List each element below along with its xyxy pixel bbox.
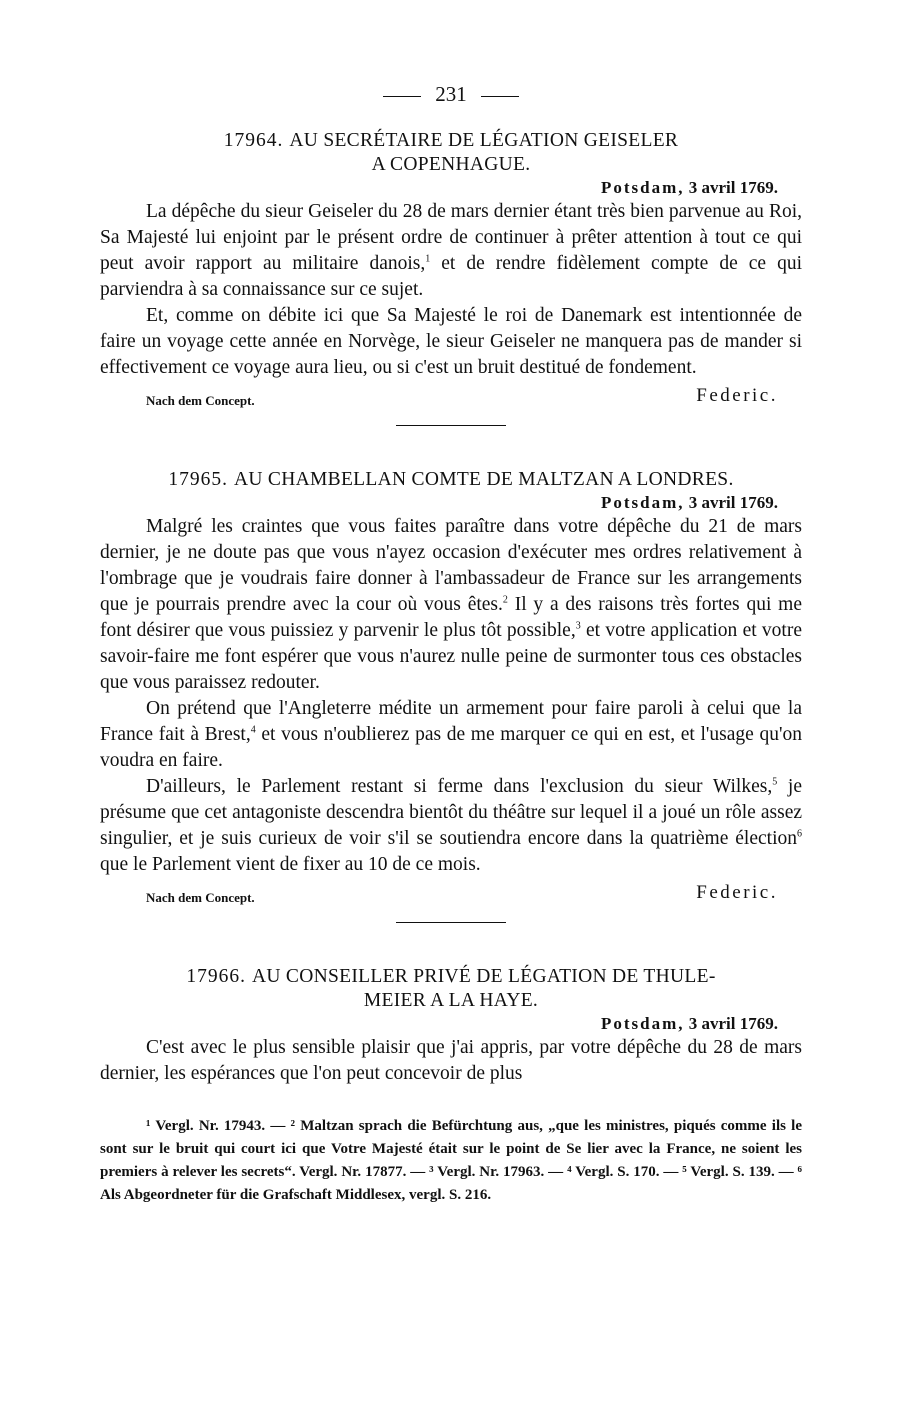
dateline-date: 3 avril 1769. bbox=[688, 178, 778, 197]
dash-left bbox=[383, 96, 421, 97]
paragraph-text: Et, comme on débite ici que Sa Majesté le roi de Danemark est intentionnée de faire un voyage cette année en Norvège, le sieur Geiseler ne manquera pas de mander si effectivement ce voyage aura lieu, ou si c'est un bruit destitué de fondement. bbox=[100, 305, 802, 378]
paragraph-text: D'ailleurs, le Parlement restant si ferme dans l'exclusion du sieur Wilkes, bbox=[146, 776, 773, 797]
letter-heading bbox=[100, 965, 802, 1013]
dash-right bbox=[481, 96, 519, 97]
body-paragraph bbox=[100, 199, 802, 303]
paragraph-text: C'est avec le plus sensible plaisir que j'ai appris, par votre dépêche du 28 de mars dernier, les espérances que l'on peut concevoir de plus bbox=[100, 1037, 802, 1084]
footnote-ref: 1 bbox=[425, 253, 431, 265]
dateline-place: Potsdam, bbox=[600, 178, 685, 197]
closing-row bbox=[100, 880, 802, 908]
footnote-ref: 4 bbox=[250, 724, 256, 736]
section-rule bbox=[396, 425, 506, 426]
body-paragraph bbox=[100, 303, 802, 381]
heading-line1: AU CONSEILLER PRIVÉ DE LÉGATION DE THULE- bbox=[251, 966, 716, 987]
dateline bbox=[100, 492, 778, 514]
paragraph-text: Malgré les craintes que vous faites paraître dans votre dépêche du 21 de mars dernier, je ne doute pas que vous n'ayez occasion d'exécuter mes ordres relativement à l'ombrage que je voudrais faire donner à l'ambassadeur de France sur les arrangements que je pourrais prendre avec la cour où vous êtes. bbox=[100, 516, 802, 615]
dateline-date: 3 avril 1769. bbox=[688, 493, 778, 512]
letter-number: 17965. bbox=[168, 469, 228, 490]
paragraph-text: La dépêche du sieur Geiseler du 28 de mars dernier étant très bien parvenue au Roi, Sa Majesté lui enjoint par le présent ordre de continuer à prêter attention à tout ce qui peut avoir rapport au militaire danois, bbox=[100, 201, 802, 274]
heading-line2: MEIER A LA HAYE. bbox=[363, 990, 539, 1011]
body-paragraph bbox=[100, 514, 802, 696]
letter-number: 17964. bbox=[223, 130, 284, 151]
signature: Federic. bbox=[696, 385, 778, 406]
letter-1 bbox=[100, 468, 802, 923]
letter-2 bbox=[100, 965, 802, 1087]
paragraph-text: je présume que cet antagoniste descendra bientôt du théâtre sur lequel il a joué un rôle assez singulier, et je suis curieux de voir s'il se soutiendra encore dans la quatrième élection bbox=[100, 776, 802, 849]
running-head bbox=[100, 82, 802, 107]
footnote-ref: 6 bbox=[797, 828, 802, 840]
footnote-ref: 2 bbox=[502, 594, 508, 606]
letter-0 bbox=[100, 129, 802, 426]
page bbox=[100, 82, 802, 1207]
footnote-ref: 3 bbox=[575, 620, 581, 632]
closing-row bbox=[100, 383, 802, 411]
letter-number: 17966. bbox=[186, 966, 246, 987]
dateline bbox=[100, 1013, 778, 1035]
page-number: 231 bbox=[435, 82, 467, 106]
dateline-place: Potsdam, bbox=[600, 493, 685, 512]
heading-line2: A COPENHAGUE. bbox=[371, 154, 531, 175]
body-paragraph bbox=[100, 696, 802, 774]
paragraph-text: On prétend que l'Angleterre médite un armement pour faire paroli à celui que la France fait à Brest, bbox=[100, 698, 802, 745]
dateline-date: 3 avril 1769. bbox=[688, 1014, 778, 1033]
heading-line1: AU CHAMBELLAN COMTE DE MALTZAN A LONDRES. bbox=[233, 469, 734, 490]
paragraph-text: et votre application et votre savoir-faire me font espérer que vous n'aurez nulle peine de surmonter tous ces obstacles que vous paraissez redouter. bbox=[100, 620, 802, 693]
signature: Federic. bbox=[696, 882, 778, 903]
body-paragraph bbox=[100, 1035, 802, 1087]
paragraph-text: et de rendre fidèlement compte de ce qui parviendra à sa connaissance sur ce sujet. bbox=[100, 253, 803, 300]
source-note: Nach dem Concept. bbox=[146, 890, 255, 905]
letter-heading bbox=[100, 129, 802, 177]
source-note: Nach dem Concept. bbox=[146, 393, 255, 408]
letter-heading bbox=[100, 468, 802, 492]
section-rule bbox=[396, 922, 506, 923]
letters bbox=[100, 129, 802, 1087]
paragraph-text: et vous n'oublierez pas de me marquer ce qui en est, et l'usage qu'on voudra en faire. bbox=[100, 724, 802, 771]
dateline bbox=[100, 177, 778, 199]
heading-line1: AU SECRÉTAIRE DE LÉGATION GEISELER bbox=[289, 130, 679, 151]
paragraph-text: que le Parlement vient de fixer au 10 de ce mois. bbox=[100, 854, 481, 875]
footnotes: ¹ Vergl. Nr. 17943. — ² Maltzan sprach die Befürchtung aus, „que les ministres, piqués comme ils le sont sur le bruit qui court ici que Votre Majesté était sur le point de Se lier avec la France, ne soient les premiers à relever les secrets“. Vergl. Nr. 17877. — ³ Vergl. Nr. 17963. — ⁴ Vergl. S. 170. — ⁵ Vergl. S. 139. — ⁶ Als Abgeordneter für die Grafschaft Middlesex, vergl. S. 216. bbox=[100, 1118, 802, 1203]
footnote-ref: 5 bbox=[772, 776, 778, 788]
dateline-place: Potsdam, bbox=[600, 1014, 685, 1033]
body-paragraph bbox=[100, 774, 802, 878]
paragraph-text: Il y a des raisons très fortes qui me font désirer que vous puissiez y parvenir le plus tôt possible, bbox=[100, 594, 802, 641]
